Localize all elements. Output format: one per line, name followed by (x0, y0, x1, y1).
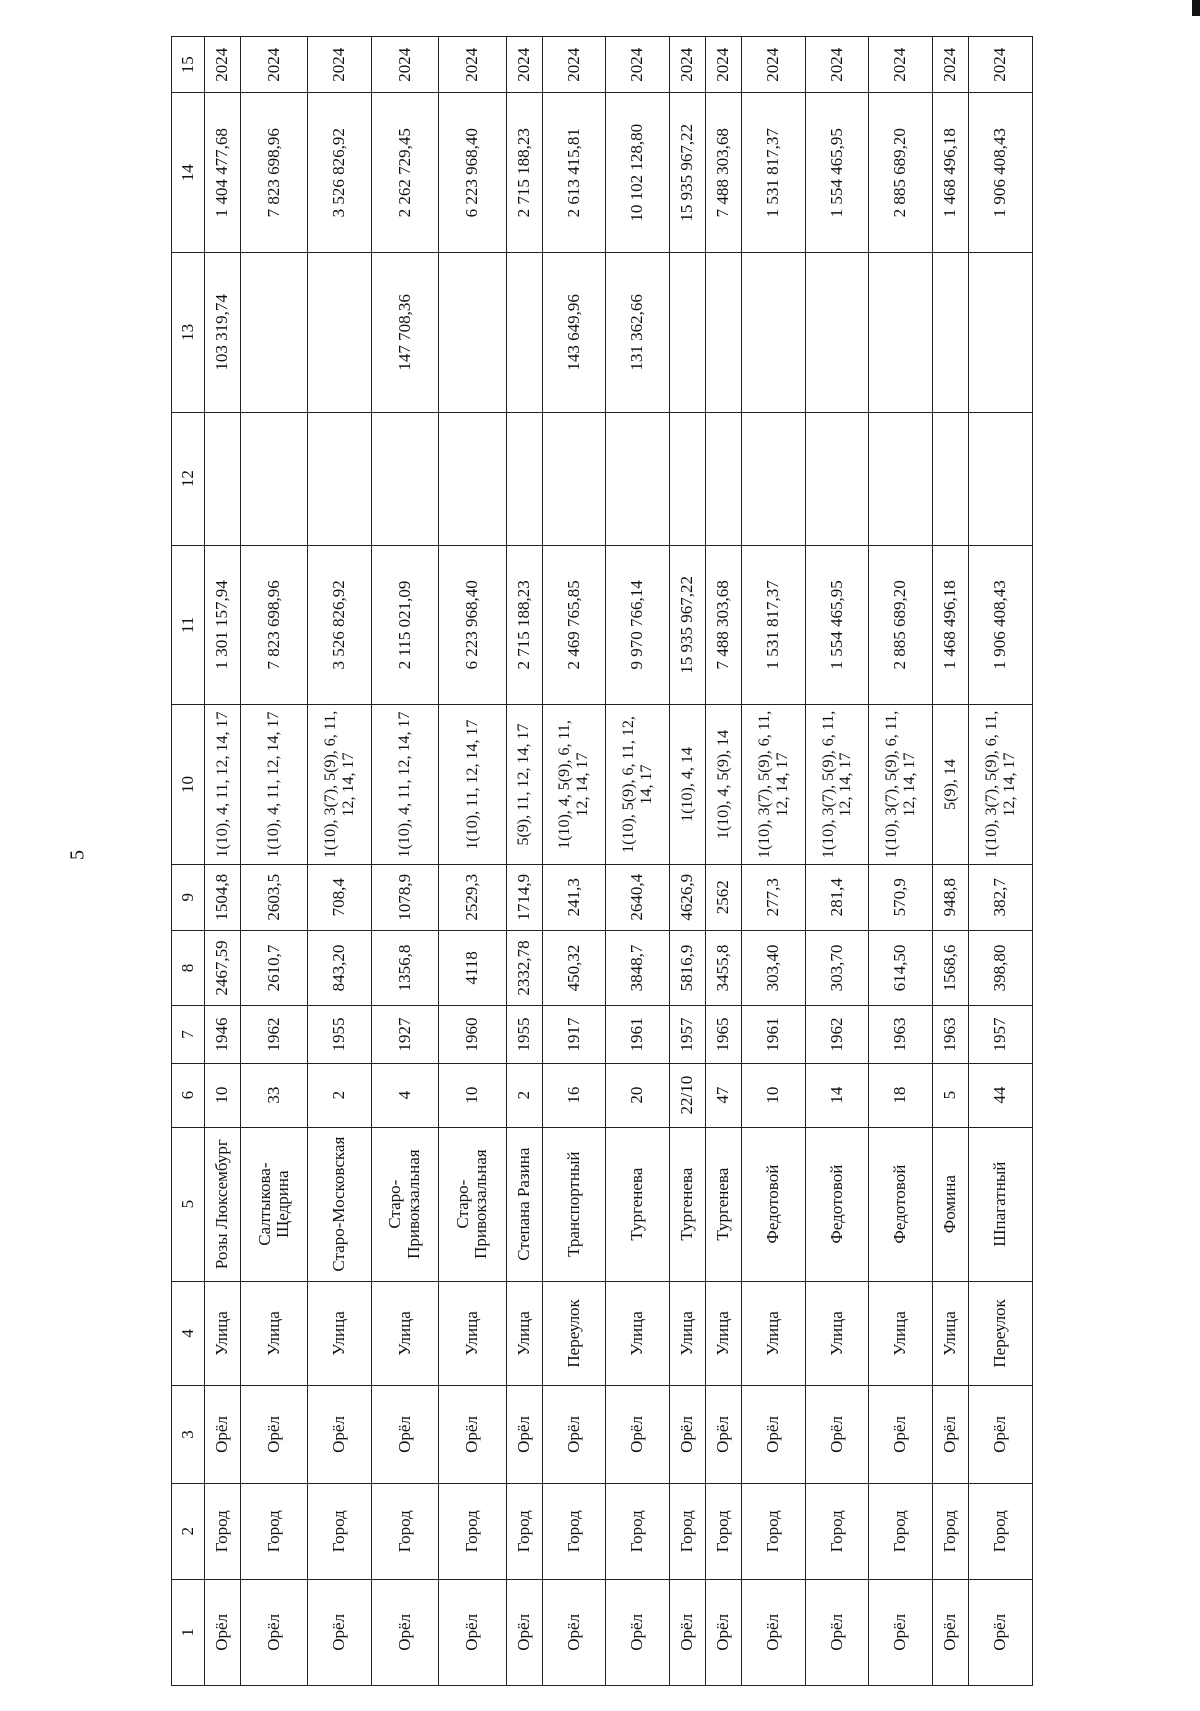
table-body (205, 37, 1033, 1686)
table-cell-col-2: Город (372, 1483, 439, 1579)
table-cell-col-15: 2024 (308, 37, 372, 93)
table-cell-col-5: Федотовой (805, 1127, 869, 1281)
table-cell-col-10: 1(10), 4, 5(9), 6, 11, 12, 14, 17 (542, 705, 606, 865)
table-cell-col-1: Орёл (805, 1579, 869, 1685)
table-cell-col-4: Переулок (969, 1281, 1033, 1385)
table-cell-col-13 (669, 253, 705, 413)
table-cell-col-13: 103 319,74 (205, 253, 241, 413)
table-cell-col-6: 18 (869, 1063, 933, 1127)
table-cell-col-10: 1(10), 5(9), 6, 11, 12, 14, 17 (606, 705, 670, 865)
table-cell-col-11: 15 935 967,22 (669, 545, 705, 705)
table-cell-col-15: 2024 (869, 37, 933, 93)
table-cell-col-12 (606, 412, 670, 545)
table-cell-col-1: Орёл (933, 1579, 969, 1685)
table-row (933, 37, 969, 1686)
table-cell-col-5: Старо-Привокзальная (372, 1127, 439, 1281)
table-cell-col-13: 131 362,66 (606, 253, 670, 413)
table-cell-col-15: 2024 (606, 37, 670, 93)
column-header-5: 5 (172, 1127, 205, 1281)
table-cell-col-13 (506, 253, 542, 413)
table-cell-col-2: Город (439, 1483, 506, 1579)
table-cell-col-13: 143 649,96 (542, 253, 606, 413)
table-cell-col-1: Орёл (969, 1579, 1033, 1685)
table-cell-col-11: 2 115 021,09 (372, 545, 439, 705)
table-cell-col-14: 2 715 188,23 (506, 93, 542, 253)
table-cell-col-9: 570,9 (869, 864, 933, 930)
table-cell-col-6: 47 (706, 1063, 742, 1127)
column-header-8: 8 (172, 930, 205, 1006)
table-cell-col-3: Орёл (606, 1386, 670, 1484)
table-cell-col-6: 20 (606, 1063, 670, 1127)
table-cell-col-8: 303,40 (742, 930, 806, 1006)
table-cell-col-5: Старо-Московская (308, 1127, 372, 1281)
table-cell-col-5: Федотовой (742, 1127, 806, 1281)
column-header-2: 2 (172, 1483, 205, 1579)
table-cell-col-7: 1963 (869, 1006, 933, 1063)
column-header-3: 3 (172, 1386, 205, 1484)
table-cell-col-4: Улица (742, 1281, 806, 1385)
table-cell-col-11: 1 301 157,94 (205, 545, 241, 705)
table-row (742, 37, 806, 1686)
table-cell-col-8: 4118 (439, 930, 506, 1006)
column-header-4: 4 (172, 1281, 205, 1385)
table-cell-col-15: 2024 (933, 37, 969, 93)
table-cell-col-15: 2024 (742, 37, 806, 93)
page-number: 5 (66, 850, 89, 860)
table-cell-col-6: 2 (308, 1063, 372, 1127)
table-cell-col-9: 382,7 (969, 864, 1033, 930)
table-cell-col-11: 2 469 765,85 (542, 545, 606, 705)
table-cell-col-9: 1504,8 (205, 864, 241, 930)
table-cell-col-9: 4626,9 (669, 864, 705, 930)
table-cell-col-15: 2024 (542, 37, 606, 93)
table-cell-col-3: Орёл (706, 1386, 742, 1484)
table-cell-col-10: 1(10), 11, 12, 14, 17 (439, 705, 506, 865)
table-cell-col-2: Город (706, 1483, 742, 1579)
table-cell-col-12 (372, 412, 439, 545)
table-cell-col-11: 2 885 689,20 (869, 545, 933, 705)
table-cell-col-3: Орёл (869, 1386, 933, 1484)
table-cell-col-15: 2024 (439, 37, 506, 93)
table-cell-col-14: 7 488 303,68 (706, 93, 742, 253)
table-cell-col-10: 1(10), 4, 11, 12, 14, 17 (241, 705, 308, 865)
table-cell-col-8: 303,70 (805, 930, 869, 1006)
table-cell-col-11: 3 526 826,92 (308, 545, 372, 705)
table-cell-col-5: Федотовой (869, 1127, 933, 1281)
table-cell-col-6: 10 (742, 1063, 806, 1127)
table-cell-col-11: 1 906 408,43 (969, 545, 1033, 705)
column-header-6: 6 (172, 1063, 205, 1127)
table-cell-col-8: 5816,9 (669, 930, 705, 1006)
table-cell-col-15: 2024 (669, 37, 705, 93)
table-cell-col-10: 1(10), 4, 11, 12, 14, 17 (372, 705, 439, 865)
table-cell-col-10: 1(10), 3(7), 5(9), 6, 11, 12, 14, 17 (969, 705, 1033, 865)
column-header-7: 7 (172, 1006, 205, 1063)
table-row (669, 37, 705, 1686)
table-cell-col-3: Орёл (372, 1386, 439, 1484)
table-cell-col-9: 708,4 (308, 864, 372, 930)
table-cell-col-6: 44 (969, 1063, 1033, 1127)
table-row (606, 37, 670, 1686)
table-cell-col-11: 7 823 698,96 (241, 545, 308, 705)
table-cell-col-15: 2024 (969, 37, 1033, 93)
table-row (542, 37, 606, 1686)
housing-repair-table (171, 36, 1033, 1686)
table-cell-col-1: Орёл (241, 1579, 308, 1685)
table-cell-col-4: Улица (805, 1281, 869, 1385)
table-cell-col-14: 2 262 729,45 (372, 93, 439, 253)
table-cell-col-11: 1 554 465,95 (805, 545, 869, 705)
table-cell-col-15: 2024 (372, 37, 439, 93)
table-cell-col-14: 6 223 968,40 (439, 93, 506, 253)
table-cell-col-13 (706, 253, 742, 413)
table-cell-col-7: 1961 (742, 1006, 806, 1063)
table-cell-col-9: 1078,9 (372, 864, 439, 930)
rotated-table-container (171, 36, 1033, 1686)
table-cell-col-2: Город (869, 1483, 933, 1579)
table-row (241, 37, 308, 1686)
table-cell-col-12 (205, 412, 241, 545)
table-row (706, 37, 742, 1686)
table-cell-col-3: Орёл (506, 1386, 542, 1484)
table-cell-col-11: 9 970 766,14 (606, 545, 670, 705)
table-cell-col-14: 1 531 817,37 (742, 93, 806, 253)
table-row (869, 37, 933, 1686)
table-cell-col-4: Улица (669, 1281, 705, 1385)
table-cell-col-2: Город (241, 1483, 308, 1579)
table-cell-col-3: Орёл (205, 1386, 241, 1484)
table-row (205, 37, 241, 1686)
table-cell-col-10: 5(9), 11, 12, 14, 17 (506, 705, 542, 865)
table-cell-col-6: 10 (439, 1063, 506, 1127)
table-cell-col-12 (742, 412, 806, 545)
table-cell-col-12 (706, 412, 742, 545)
table-cell-col-3: Орёл (669, 1386, 705, 1484)
table-cell-col-12 (669, 412, 705, 545)
column-header-11: 11 (172, 545, 205, 705)
table-cell-col-4: Улица (933, 1281, 969, 1385)
table-cell-col-8: 2332,78 (506, 930, 542, 1006)
table-cell-col-12 (969, 412, 1033, 545)
table-cell-col-7: 1957 (969, 1006, 1033, 1063)
table-cell-col-7: 1960 (439, 1006, 506, 1063)
table-cell-col-10: 1(10), 3(7), 5(9), 6, 11, 12, 14, 17 (805, 705, 869, 865)
table-cell-col-12 (506, 412, 542, 545)
table-cell-col-2: Город (742, 1483, 806, 1579)
table-cell-col-11: 6 223 968,40 (439, 545, 506, 705)
table-cell-col-8: 843,20 (308, 930, 372, 1006)
table-cell-col-13 (869, 253, 933, 413)
table-cell-col-1: Орёл (542, 1579, 606, 1685)
table-cell-col-1: Орёл (869, 1579, 933, 1685)
column-header-15: 15 (172, 37, 205, 93)
column-header-10: 10 (172, 705, 205, 865)
table-cell-col-3: Орёл (805, 1386, 869, 1484)
table-cell-col-11: 7 488 303,68 (706, 545, 742, 705)
table-cell-col-10: 1(10), 4, 11, 12, 14, 17 (205, 705, 241, 865)
table-cell-col-5: Степана Разина (506, 1127, 542, 1281)
table-cell-col-7: 1957 (669, 1006, 705, 1063)
table-cell-col-7: 1961 (606, 1006, 670, 1063)
table-cell-col-2: Город (308, 1483, 372, 1579)
table-cell-col-7: 1965 (706, 1006, 742, 1063)
column-number-header (172, 37, 205, 1686)
table-cell-col-7: 1946 (205, 1006, 241, 1063)
table-cell-col-14: 15 935 967,22 (669, 93, 705, 253)
table-cell-col-2: Город (506, 1483, 542, 1579)
table-row (805, 37, 869, 1686)
table-cell-col-4: Улица (241, 1281, 308, 1385)
table-cell-col-3: Орёл (933, 1386, 969, 1484)
table-cell-col-14: 3 526 826,92 (308, 93, 372, 253)
table-cell-col-10: 1(10), 4, 5(9), 14 (706, 705, 742, 865)
table-cell-col-7: 1917 (542, 1006, 606, 1063)
table-cell-col-14: 1 906 408,43 (969, 93, 1033, 253)
table-cell-col-6: 33 (241, 1063, 308, 1127)
table-cell-col-15: 2024 (205, 37, 241, 93)
table-cell-col-14: 2 885 689,20 (869, 93, 933, 253)
table-cell-col-3: Орёл (542, 1386, 606, 1484)
table-cell-col-9: 281,4 (805, 864, 869, 930)
table-cell-col-15: 2024 (706, 37, 742, 93)
table-cell-col-3: Орёл (742, 1386, 806, 1484)
table-cell-col-6: 2 (506, 1063, 542, 1127)
table-cell-col-2: Город (933, 1483, 969, 1579)
table-cell-col-7: 1955 (506, 1006, 542, 1063)
table-cell-col-10: 1(10), 4, 14 (669, 705, 705, 865)
table-cell-col-1: Орёл (506, 1579, 542, 1685)
table-cell-col-15: 2024 (506, 37, 542, 93)
column-header-1: 1 (172, 1579, 205, 1685)
table-cell-col-6: 16 (542, 1063, 606, 1127)
table-cell-col-11: 2 715 188,23 (506, 545, 542, 705)
table-cell-col-4: Улица (439, 1281, 506, 1385)
table-cell-col-6: 10 (205, 1063, 241, 1127)
table-cell-col-10: 5(9), 14 (933, 705, 969, 865)
table-cell-col-13: 147 708,36 (372, 253, 439, 413)
table-cell-col-4: Улица (308, 1281, 372, 1385)
table-cell-col-4: Улица (606, 1281, 670, 1385)
table-cell-col-13 (241, 253, 308, 413)
table-cell-col-2: Город (669, 1483, 705, 1579)
table-cell-col-3: Орёл (308, 1386, 372, 1484)
table-cell-col-10: 1(10), 3(7), 5(9), 6, 11, 12, 14, 17 (742, 705, 806, 865)
table-row (308, 37, 372, 1686)
table-cell-col-4: Улица (205, 1281, 241, 1385)
table-cell-col-9: 1714,9 (506, 864, 542, 930)
table-cell-col-11: 1 531 817,37 (742, 545, 806, 705)
table-cell-col-14: 10 102 128,80 (606, 93, 670, 253)
table-cell-col-12 (439, 412, 506, 545)
scan-corner-mark (1192, 0, 1200, 16)
table-cell-col-2: Город (606, 1483, 670, 1579)
table-cell-col-1: Орёл (205, 1579, 241, 1685)
table-cell-col-14: 1 554 465,95 (805, 93, 869, 253)
table-cell-col-9: 948,8 (933, 864, 969, 930)
table-cell-col-12 (542, 412, 606, 545)
table-cell-col-7: 1962 (805, 1006, 869, 1063)
table-cell-col-8: 398,80 (969, 930, 1033, 1006)
table-cell-col-8: 3848,7 (606, 930, 670, 1006)
table-cell-col-1: Орёл (742, 1579, 806, 1685)
table-cell-col-2: Город (805, 1483, 869, 1579)
table-cell-col-1: Орёл (308, 1579, 372, 1685)
table-cell-col-12 (869, 412, 933, 545)
table-cell-col-10: 1(10), 3(7), 5(9), 6, 11, 12, 14, 17 (308, 705, 372, 865)
table-cell-col-9: 2562 (706, 864, 742, 930)
table-cell-col-2: Город (969, 1483, 1033, 1579)
table-cell-col-9: 277,3 (742, 864, 806, 930)
table-cell-col-1: Орёл (439, 1579, 506, 1685)
table-row (439, 37, 506, 1686)
table-cell-col-6: 22/10 (669, 1063, 705, 1127)
table-cell-col-4: Улица (706, 1281, 742, 1385)
table-cell-col-14: 2 613 415,81 (542, 93, 606, 253)
table-cell-col-5: Тургенева (706, 1127, 742, 1281)
column-header-9: 9 (172, 864, 205, 930)
table-cell-col-5: Шпагатный (969, 1127, 1033, 1281)
table-cell-col-14: 7 823 698,96 (241, 93, 308, 253)
table-cell-col-4: Улица (506, 1281, 542, 1385)
table-cell-col-14: 1 404 477,68 (205, 93, 241, 253)
table-cell-col-13 (742, 253, 806, 413)
table-cell-col-6: 14 (805, 1063, 869, 1127)
table-cell-col-6: 4 (372, 1063, 439, 1127)
table-cell-col-13 (439, 253, 506, 413)
table-cell-col-12 (805, 412, 869, 545)
table-cell-col-11: 1 468 496,18 (933, 545, 969, 705)
table-cell-col-8: 1568,6 (933, 930, 969, 1006)
table-cell-col-3: Орёл (969, 1386, 1033, 1484)
table-cell-col-14: 1 468 496,18 (933, 93, 969, 253)
table-cell-col-9: 2529,3 (439, 864, 506, 930)
table-cell-col-13 (308, 253, 372, 413)
table-cell-col-6: 5 (933, 1063, 969, 1127)
table-cell-col-9: 2603,5 (241, 864, 308, 930)
table-cell-col-4: Улица (372, 1281, 439, 1385)
table-cell-col-5: Салтыкова-Щедрина (241, 1127, 308, 1281)
table-cell-col-8: 3455,8 (706, 930, 742, 1006)
table-cell-col-8: 2610,7 (241, 930, 308, 1006)
table-cell-col-7: 1927 (372, 1006, 439, 1063)
table-cell-col-1: Орёл (669, 1579, 705, 1685)
table-cell-col-5: Тургенева (606, 1127, 670, 1281)
table-cell-col-12 (933, 412, 969, 545)
table-cell-col-4: Улица (869, 1281, 933, 1385)
table-cell-col-8: 2467,59 (205, 930, 241, 1006)
table-cell-col-13 (805, 253, 869, 413)
table-cell-col-5: Старо-Привокзальная (439, 1127, 506, 1281)
column-header-14: 14 (172, 93, 205, 253)
table-cell-col-3: Орёл (439, 1386, 506, 1484)
table-cell-col-15: 2024 (241, 37, 308, 93)
table-cell-col-9: 241,3 (542, 864, 606, 930)
table-cell-col-13 (969, 253, 1033, 413)
table-row (506, 37, 542, 1686)
table-cell-col-7: 1955 (308, 1006, 372, 1063)
table-cell-col-13 (933, 253, 969, 413)
table-cell-col-1: Орёл (606, 1579, 670, 1685)
table-cell-col-2: Город (205, 1483, 241, 1579)
table-cell-col-15: 2024 (805, 37, 869, 93)
table-cell-col-5: Розы Люксембург (205, 1127, 241, 1281)
table-cell-col-1: Орёл (372, 1579, 439, 1685)
table-cell-col-2: Город (542, 1483, 606, 1579)
table-cell-col-10: 1(10), 3(7), 5(9), 6, 11, 12, 14, 17 (869, 705, 933, 865)
table-cell-col-7: 1962 (241, 1006, 308, 1063)
table-cell-col-8: 450,32 (542, 930, 606, 1006)
column-header-13: 13 (172, 253, 205, 413)
table-cell-col-8: 1356,8 (372, 930, 439, 1006)
table-cell-col-7: 1963 (933, 1006, 969, 1063)
table-cell-col-8: 614,50 (869, 930, 933, 1006)
table-row (969, 37, 1033, 1686)
table-cell-col-1: Орёл (706, 1579, 742, 1685)
table-cell-col-5: Фомина (933, 1127, 969, 1281)
table-cell-col-12 (241, 412, 308, 545)
table-cell-col-5: Транспортный (542, 1127, 606, 1281)
column-header-12: 12 (172, 412, 205, 545)
table-cell-col-4: Переулок (542, 1281, 606, 1385)
table-cell-col-5: Тургенева (669, 1127, 705, 1281)
table-cell-col-9: 2640,4 (606, 864, 670, 930)
table-row (372, 37, 439, 1686)
table-cell-col-3: Орёл (241, 1386, 308, 1484)
table-cell-col-12 (308, 412, 372, 545)
